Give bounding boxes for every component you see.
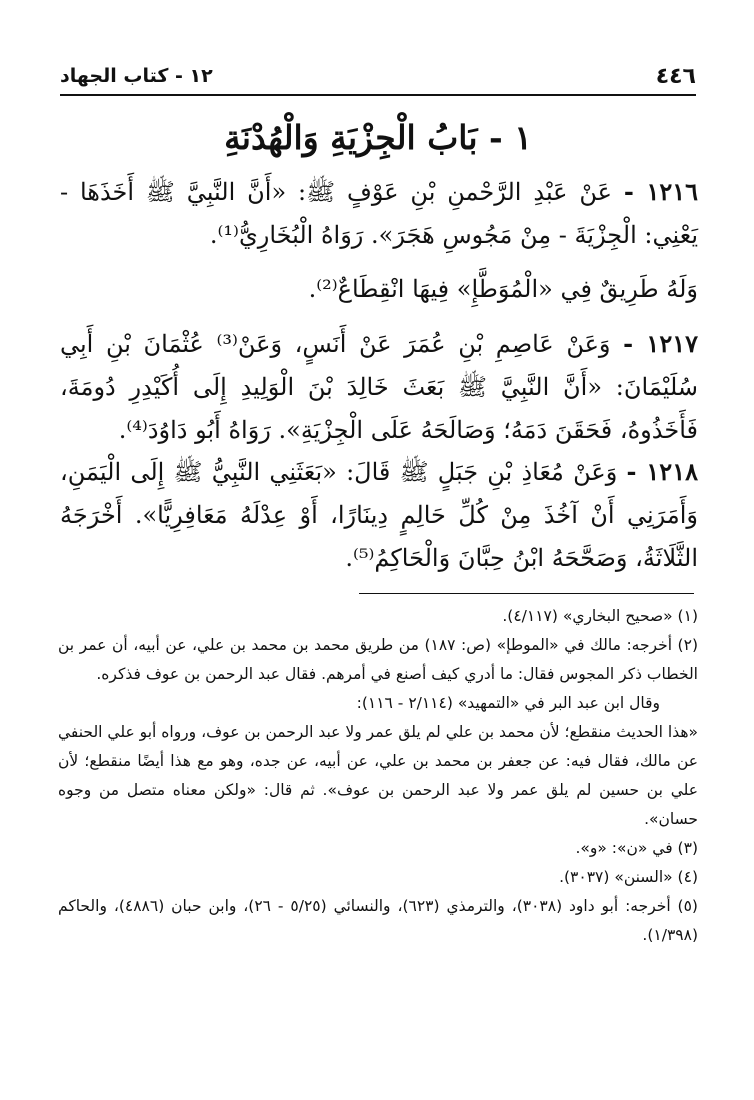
page-number: ٤٤٦ [655, 63, 696, 89]
book-section-title: ١٢ - كتاب الجهاد [60, 65, 213, 87]
footnote-5: (٥) أخرجه: أبو داود (٣٠٣٨)، والترمذي (٦٢٣)، والنسائي (٥/٢٥ - ٢٦)، وابن حبان (٤٨٨٦)، والحاكم (١/٣٩٨). [58, 897, 698, 944]
running-header [60, 58, 696, 96]
footnote-2-quote: «هذا الحديث منقطع؛ لأن محمد بن علي لم يلق عمر ولا عبد الرحمن بن عوف، ورواه أبو علي الحنفي عن مالك، فقال فيه: عن جعفر بن محمد بن علي، عن أبيه، عن جده، وهو مع هذا أيضًا منقطع؛ لأن علي بن حسين لم يلق عمر ولا عبد الرحمن بن عوف». ثم قال: «ولكن معناه متصل من وجوه حسان». [58, 723, 698, 828]
footnote-separator [359, 593, 694, 594]
hadith-number: ١٢١٦ - [623, 177, 699, 206]
footnote-1: (١) «صحيح البخاري» (٤/١١٧). [502, 607, 698, 625]
chapter-title: ١ - بَابُ الْجِزْيَةِ وَالْهُدْنَةِ [224, 118, 532, 157]
hadith-1217 [60, 322, 698, 452]
hadith-number: ١٢١٧ - [623, 329, 698, 358]
hadith-1216 [60, 170, 698, 257]
footnote-2-continued: وقال ابن عبد البر في «التمهيد» (٢/١١٤ - ١١٦): [356, 694, 660, 712]
hadith-1216-note [60, 268, 698, 311]
hadith-number: ١٢١٨ - [626, 457, 698, 486]
footnote-4: (٤) «السنن» (٣٠٣٧). [559, 868, 698, 886]
footnotes [58, 602, 698, 950]
hadith-text: وَلَهُ طَرِيقٌ فِي «الْمُوَطَّإِ» فِيهَا انْقِطَاعٌ⁽²⁾. [308, 275, 698, 303]
hadith-text: عَنْ عَبْدِ الرَّحْمنِ بْنِ عَوْفٍ ﷺ: «أَنَّ النَّبِيَّ ﷺ أَخَذَهَا - يَعْنِي: الْجِزْيَةَ - مِنْ مَجُوسِ هَجَرَ». رَوَاهُ الْبُخَارِيُّ⁽¹⁾. [60, 178, 698, 249]
footnote-2: (٢) أخرجه: مالك في «الموطإ» (ص: ١٨٧) من طريق محمد بن محمد بن علي، عن أبيه، أن عمر بن الخطاب ذكر المجوس فقال: ما أدري كيف أصنع في أمرهم. فقال عبد الرحمن بن عوف فذكره. [58, 636, 698, 683]
hadith-text: وَعَنْ مُعَاذِ بْنِ جَبَلٍ ﷺ قَالَ: «بَعَثَنِي النَّبِيُّ ﷺ إِلَى الْيَمَنِ، وَأَمَرَنِي أَنْ آخُذَ مِنْ كُلِّ حَالِمٍ دِينَارًا، أَوْ عِدْلَهُ مَعَافِرِيًّا». أَخْرَجَهُ الثَّلَاثَةُ، وَصَحَّحَهُ ابْنُ حِبَّانَ وَالْحَاكِمُ⁽⁵⁾. [60, 458, 698, 572]
hadith-text: وَعَنْ عَاصِمِ بْنِ عُمَرَ عَنْ أَنَسٍ، وَعَنْ⁽³⁾ عُثْمَانَ بْنِ أَبِي سُلَيْمَانَ: «أَنَّ النَّبِيَّ ﷺ بَعَثَ خَالِدَ بْنَ الْوَلِيدِ إِلَى أُكَيْدِرِ دُومَةَ، فَأَخَذُوهُ، فَحَقَنَ دَمَهُ؛ وَصَالَحَهُ عَلَى الْجِزْيَةِ». رَوَاهُ أَبُو دَاوُدَ⁽⁴⁾. [60, 330, 698, 444]
footnote-3: (٣) في «ن»: «و». [575, 839, 698, 857]
hadith-1218 [60, 450, 698, 580]
